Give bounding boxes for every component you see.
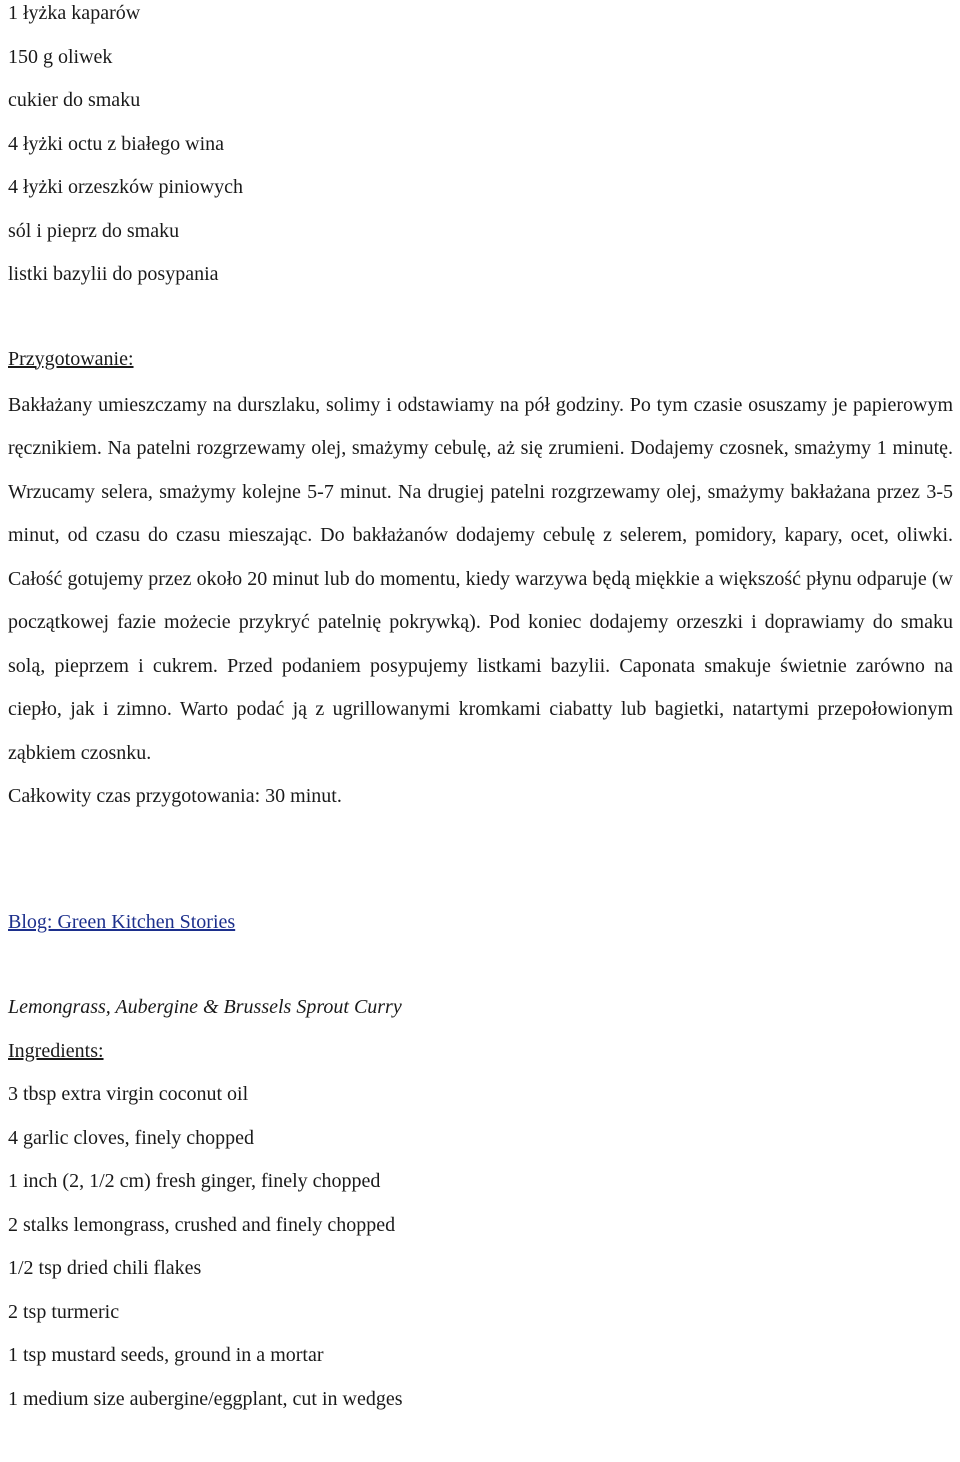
ingredient-item: 1 inch (2, 1/2 cm) fresh ginger, finely chopped [8, 1170, 381, 1192]
ingredient-list-english [8, 1073, 958, 1421]
ingredient-item: 2 tsp turmeric [8, 1300, 120, 1323]
ingredient-item: 1 tsp mustard seeds, ground in a mortar [8, 1344, 324, 1366]
ingredient-list-polish [8, 0, 958, 305]
blog-link-row [8, 901, 958, 945]
spacer [8, 819, 958, 901]
ingredient-item: 1 medium size aubergine/eggplant, cut in wedges [8, 1387, 403, 1410]
ingredient-item: 1/2 tsp dried chili flakes [8, 1257, 202, 1279]
ingredient-item: 3 tbsp extra virgin coconut oil [8, 1083, 249, 1105]
blog-link[interactable]: Blog: Green Kitchen Stories [8, 910, 236, 933]
spacer [8, 944, 958, 986]
preparation-heading: Przygotowanie: [8, 347, 134, 370]
recipe-title: Lemongrass, Aubergine & Brussels Sprout Curry [8, 996, 402, 1018]
ingredient-item: 2 stalks lemongrass, crushed and finely chopped [8, 1213, 396, 1236]
ingredient-item: 150 g oliwek [8, 45, 113, 68]
ingredient-item: sól i pieprz do smaku [8, 219, 180, 242]
ingredient-item: 4 garlic cloves, finely chopped [8, 1126, 255, 1149]
ingredient-item: 1 łyżka kaparów [8, 2, 141, 24]
total-time: Całkowity czas przygotowania: 30 minut. [8, 785, 342, 807]
ingredients-heading: Ingredients: [8, 1039, 104, 1062]
preparation-text: Bakłażany umieszczamy na durszlaku, solimy i odstawiamy na pół godziny. Po tym czasie osuszamy je papierowym ręcznikiem. Na patelni rozgrzewamy olej, smażymy cebulę, aż się zrumieni. Dodajemy czosnek, smażymy 1 minutę. Wrzucamy selera, smażymy kolejne 5-7 minut. Na drugiej patelni rozgrzewamy olej, smażymy bakłażana przez 3-5 minut, od czasu do czasu mieszając. Do bakłażanów dodajemy cebulę z selerem, pomidory, kapary, ocet, oliwki. Całość gotujemy przez około 20 minut lub do momentu, kiedy warzywa będą miękkie a większość płynu odparuje (w początkowej fazie możecie przykryć patelnię pokrywką). Pod koniec dodajemy orzeszki i doprawiamy do smaku solą, pieprzem i cukrem. Przed podaniem posypujemy listkami bazylii. Caponata smakuje świetnie zarówno na ciepło, jak i zimno. Warto podać ją z ugrillowanymi kromkami ciabatty lub bagietki, natartymi przepołowionym ząbkiem czosnku. [8, 393, 953, 764]
ingredient-item: 4 łyżki orzeszków piniowych [8, 176, 243, 198]
ingredient-item: 4 łyżki octu z białego wina [8, 132, 225, 155]
ingredient-item: listki bazylii do posypania [8, 263, 219, 285]
ingredient-item: cukier do smaku [8, 89, 141, 111]
document-page [8, 0, 958, 1421]
spacer [8, 305, 958, 346]
